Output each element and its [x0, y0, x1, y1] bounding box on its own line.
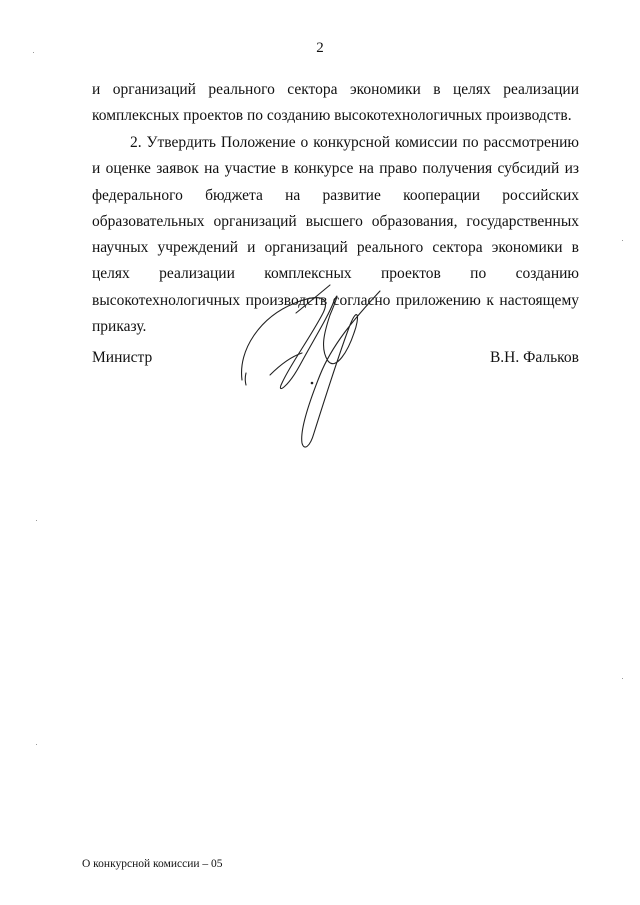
paragraph-continuation: и организаций реального сектора экономики в целях реализации комплексных проектов по созданию высокотехнологичных производств. [92, 81, 579, 125]
scan-speck [36, 520, 37, 521]
scan-speck [36, 744, 37, 745]
scan-speck [622, 240, 623, 241]
scan-speck [622, 678, 623, 679]
page-number: 2 [316, 40, 324, 56]
handwritten-signature [230, 255, 410, 455]
document-code: О конкурсной комиссии – 05 [82, 858, 223, 870]
position-title: Министр [92, 349, 153, 366]
paragraph-item-2: 2. Утвердить Положение о конкурсной комиссии по рассмотрению и оценке заявок на участие в конкурсе на право получения субсидий из федерального бюджета на развитие кооперации российских образовательных организаций высшего образования, государственных научных учреждений и организаций реального сектора экономики в целях реализации комплексных проектов по созданию высокотехнологичных производств согласно приложению к настоящему приказу. [92, 134, 579, 336]
signatory-name: В.Н. Фальков [489, 349, 579, 366]
scan-speck [33, 52, 34, 53]
